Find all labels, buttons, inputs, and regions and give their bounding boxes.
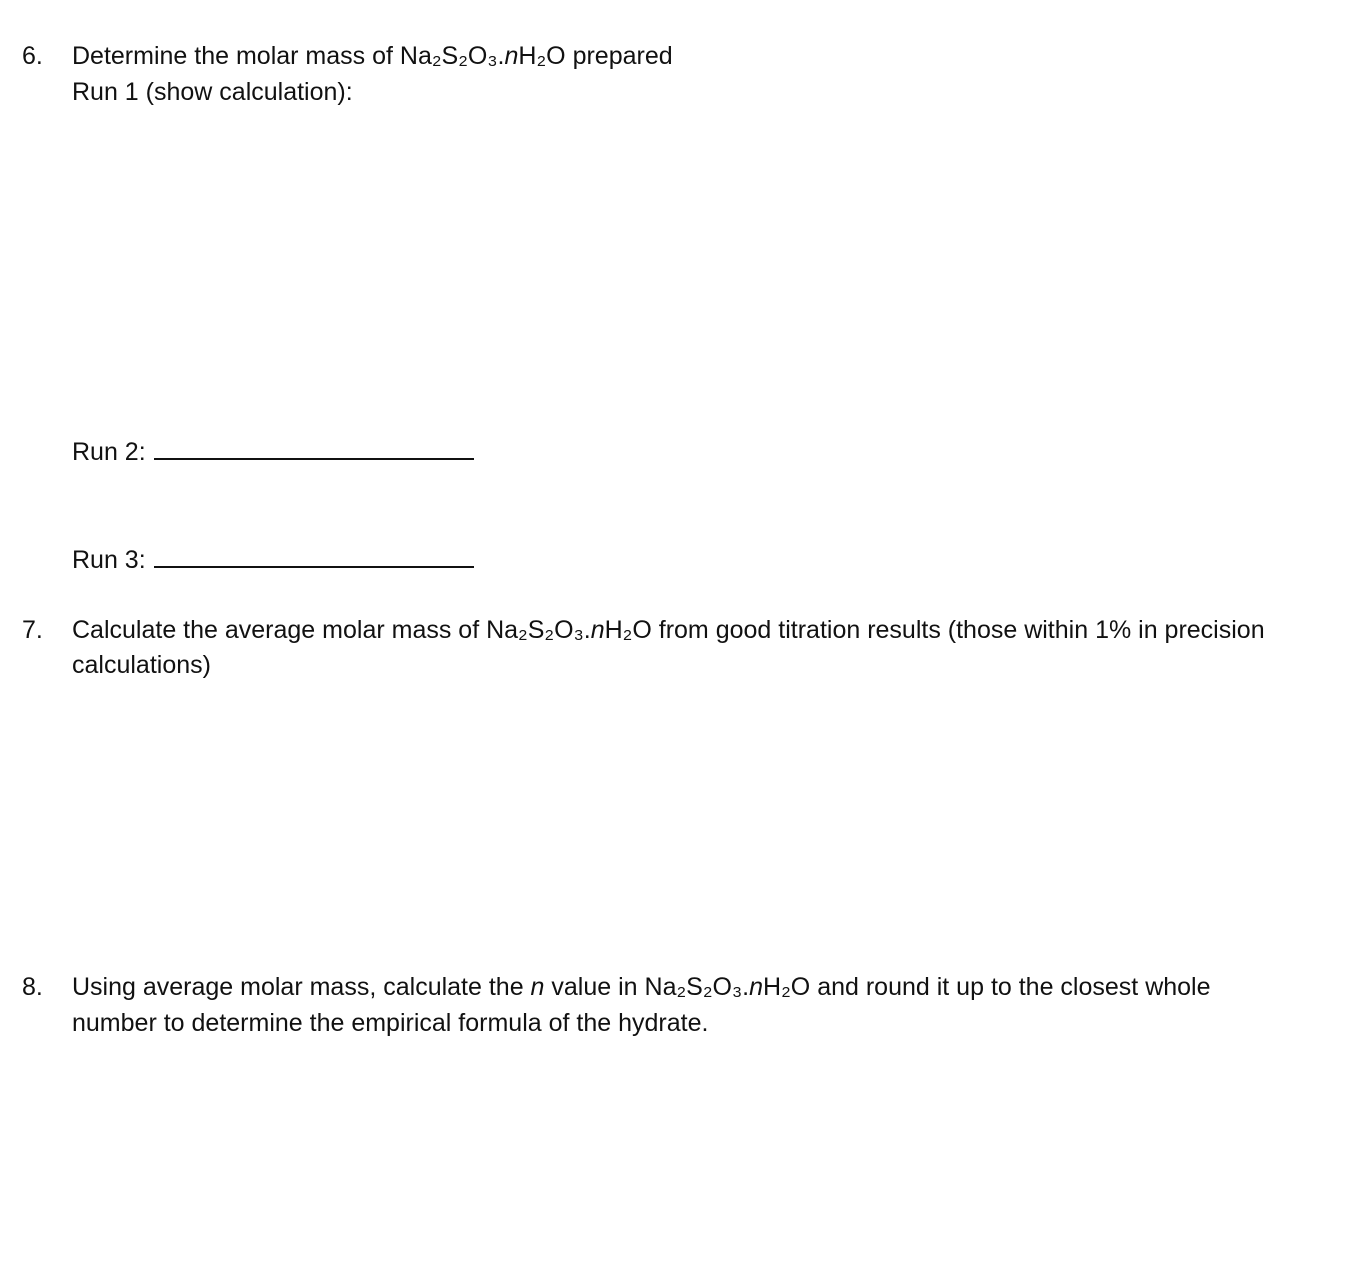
question-7-number: 7. xyxy=(22,616,43,644)
run-2-row xyxy=(72,432,474,470)
run-3-row xyxy=(72,540,474,578)
run-1-label: Run 1 (show calculation): xyxy=(72,78,353,106)
question-6-text: Determine the molar mass of Na₂S₂O₃.nH₂O prepared xyxy=(72,42,673,70)
run-2-label: Run 2: xyxy=(72,438,146,466)
question-8-number: 8. xyxy=(22,973,43,1001)
run-2-answer-blank[interactable] xyxy=(154,432,474,460)
question-6-number: 6. xyxy=(22,42,43,70)
question-7-text: Calculate the average molar mass of Na₂S₂O₃.nH₂O from good titration results (those within 1% in precision xyxy=(72,616,1265,644)
question-8-text: Using average molar mass, calculate the n value in Na₂S₂O₃.nH₂O and round it up to the closest whole xyxy=(72,973,1211,1001)
question-7-text-continued: calculations) xyxy=(72,651,211,679)
question-8-text-continued: number to determine the empirical formula of the hydrate. xyxy=(72,1009,709,1037)
run-3-answer-blank[interactable] xyxy=(154,540,474,568)
run-3-label: Run 3: xyxy=(72,546,146,574)
